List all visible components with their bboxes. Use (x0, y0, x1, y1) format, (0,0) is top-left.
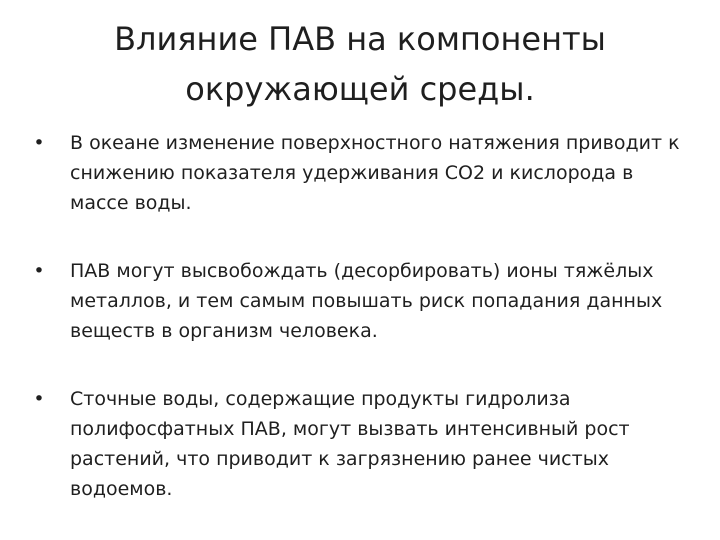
bullet-marker: • (33, 132, 45, 154)
bullet-marker: • (33, 388, 45, 410)
bullet-item-2 (30, 256, 680, 346)
bullet-item-1 (30, 128, 680, 218)
bullet-item-3 (30, 384, 680, 504)
bullet-text: Сточные воды, содержащие продукты гидролиза полифосфатных ПАВ, могут вызвать интенсивный рост растений, что приводит к загрязнению ранее чистых водоемов. (70, 388, 630, 500)
slide-title: Влияние ПАВ на компоненты окружающей среды. (114, 20, 606, 108)
bullet-list (30, 128, 680, 504)
bullet-text: ПАВ могут высвобождать (десорбировать) ионы тяжёлых металлов, и тем самым повышать риск попадания данных веществ в организм человека. (70, 260, 663, 342)
bullet-text: В океане изменение поверхностного натяжения приводит к снижению показателя удерживания СО2 и кислорода в массе воды. (70, 132, 680, 214)
bullet-marker: • (33, 260, 45, 282)
